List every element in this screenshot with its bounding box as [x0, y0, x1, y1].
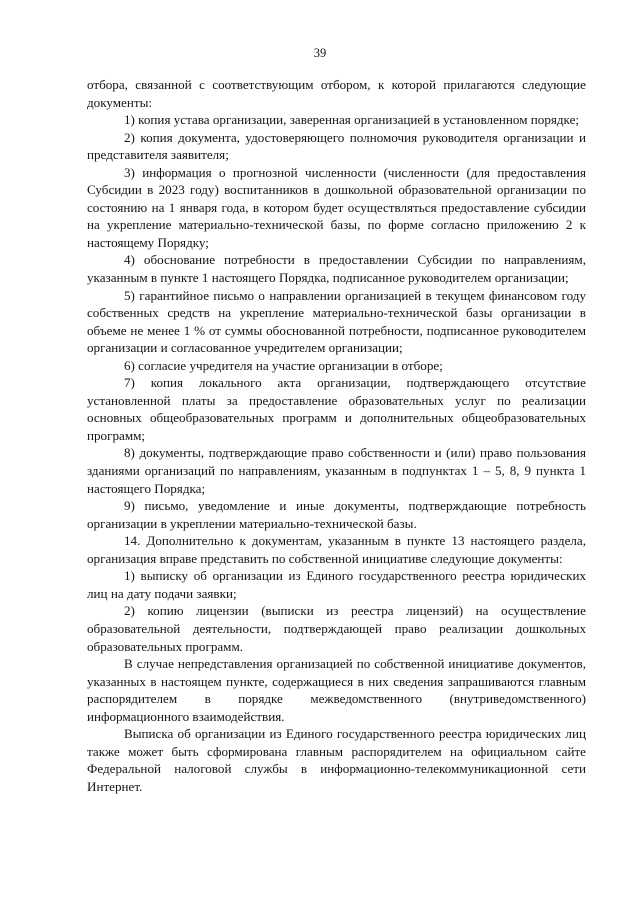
list-item-need-letter: 9) письмо, уведомление и иные документы, подтверждающие потребность организации в укреплении материально-технической базы. [87, 498, 586, 531]
paragraph-tax-service-extract: Выписка об организации из Единого государственного реестра юридических лиц также может быть сформирована главным распорядителем на официальном сайте Федеральной налоговой службы в информационно-телекоммуникационной сети Интернет. [87, 726, 586, 794]
paragraph-interagency-request: В случае непредставления организацией по собственной инициативе документов, указанных в настоящем пункте, содержащиеся в них сведения запрашиваются главным распорядителем в порядке межведомственного (внутриведомственного) информационного взаимодействия. [87, 656, 586, 724]
clause-14-heading: 14. Дополнительно к документам, указанным в пункте 13 настоящего раздела, организация вправе представить по собственной инициативе следующие документы: [87, 533, 586, 566]
list-item-ownership-documents: 8) документы, подтверждающие право собственности и (или) право пользования зданиями организаций по направлениям, указанным в подпунктах 1 – 5, 8, 9 пункта 1 настоящего Порядка; [87, 445, 586, 496]
list-item-registry-extract: 1) выписку об организации из Единого государственного реестра юридических лиц на дату подачи заявки; [87, 568, 586, 601]
document-body [87, 76, 586, 795]
list-item-need-justification: 4) обоснование потребности в предоставлении Субсидии по направлениям, указанным в пункте 1 настоящего Порядка, подписанное руководителем организации; [87, 252, 586, 286]
page-number: 39 [313, 46, 327, 60]
list-item-founder-consent: 6) согласие учредителя на участие организации в отборе; [124, 357, 443, 373]
list-item-guarantee-letter: 5) гарантийное письмо о направлении организацией в текущем финансовом году собственных средств на укрепление материально-технической базы организации в объеме не менее 1 % от суммы обоснованной потребности, подписанное руководителем организации и согласованное учредителем организации; [87, 287, 586, 356]
paragraph-continuation: отбора, связанной с соответствующим отбором, к которой прилагаются следующие документы: [87, 77, 586, 110]
list-item-authority-document: 2) копия документа, удостоверяющего полномочия руководителя организации и представителя заявителя; [87, 129, 586, 163]
list-item-local-act-copy: 7) копия локального акта организации, подтверждающего отсутствие установленной платы за предоставление образовательных услуг по реализации основных общеобразовательных программ и дополнительных общеобразовательных программ; [87, 375, 586, 443]
list-item-enrollment-forecast: 3) информация о прогнозной численности (численности (для предоставления Субсидии в 2023 году) воспитанников в дошкольной образовательной организации по состоянию на 1 января года, в котором будет осуществляться предоставление субсидии на укрепление материально-технической базы, по форме согласно приложению 2 к настоящему Порядку; [87, 164, 586, 250]
list-item-license-copy: 2) копию лицензии (выписки из реестра лицензий) на осуществление образовательной деятельности, подтверждающей право реализации дошкольных образовательных программ. [87, 603, 586, 654]
list-item-statute-copy: 1) копия устава организации, заверенная организацией в установленном порядке; [124, 112, 580, 128]
